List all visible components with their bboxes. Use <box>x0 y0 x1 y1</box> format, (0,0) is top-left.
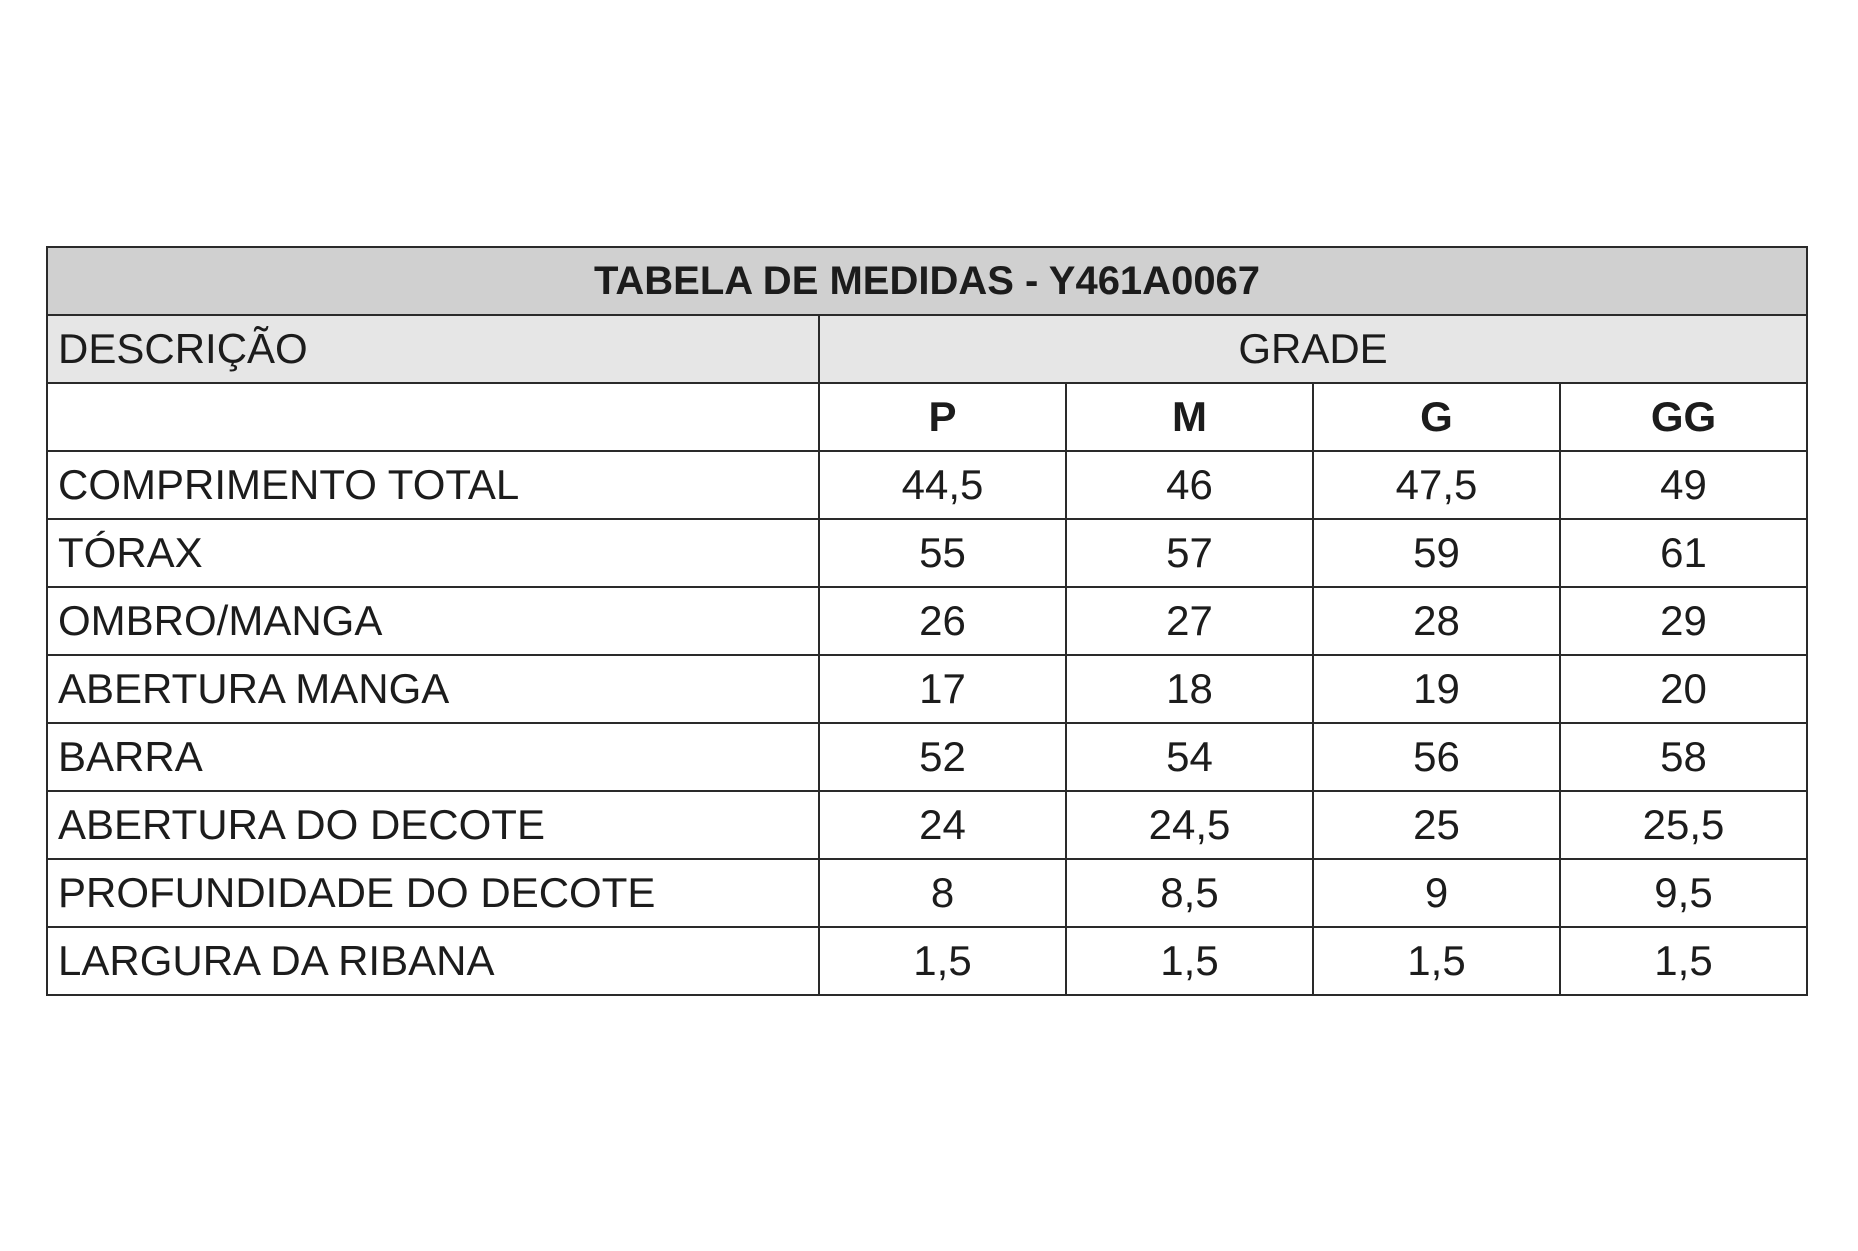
description-header: DESCRIÇÃO <box>47 315 819 383</box>
value-cell: 19 <box>1313 655 1560 723</box>
table-row <box>47 587 1807 655</box>
title-row <box>47 247 1807 315</box>
row-label: ABERTURA MANGA <box>47 655 819 723</box>
value-cell: 8,5 <box>1066 859 1313 927</box>
value-cell: 18 <box>1066 655 1313 723</box>
table-row <box>47 859 1807 927</box>
size-chart <box>46 246 1806 996</box>
value-cell: 28 <box>1313 587 1560 655</box>
table-title: TABELA DE MEDIDAS - Y461A0067 <box>47 247 1807 315</box>
row-label: COMPRIMENTO TOTAL <box>47 451 819 519</box>
value-cell: 9,5 <box>1560 859 1807 927</box>
value-cell: 56 <box>1313 723 1560 791</box>
value-cell: 26 <box>819 587 1066 655</box>
value-cell: 25,5 <box>1560 791 1807 859</box>
sizes-row <box>47 383 1807 451</box>
value-cell: 1,5 <box>1066 927 1313 995</box>
header-row <box>47 315 1807 383</box>
row-label: PROFUNDIDADE DO DECOTE <box>47 859 819 927</box>
value-cell: 1,5 <box>819 927 1066 995</box>
value-cell: 1,5 <box>1560 927 1807 995</box>
table-row <box>47 927 1807 995</box>
row-label: BARRA <box>47 723 819 791</box>
value-cell: 44,5 <box>819 451 1066 519</box>
value-cell: 9 <box>1313 859 1560 927</box>
value-cell: 17 <box>819 655 1066 723</box>
value-cell: 59 <box>1313 519 1560 587</box>
value-cell: 46 <box>1066 451 1313 519</box>
grade-header: GRADE <box>819 315 1807 383</box>
row-label: TÓRAX <box>47 519 819 587</box>
row-label: ABERTURA DO DECOTE <box>47 791 819 859</box>
value-cell: 1,5 <box>1313 927 1560 995</box>
size-gg: GG <box>1560 383 1807 451</box>
value-cell: 55 <box>819 519 1066 587</box>
size-p: P <box>819 383 1066 451</box>
value-cell: 58 <box>1560 723 1807 791</box>
value-cell: 24,5 <box>1066 791 1313 859</box>
table-row <box>47 723 1807 791</box>
value-cell: 8 <box>819 859 1066 927</box>
measurements-table <box>46 246 1808 996</box>
value-cell: 49 <box>1560 451 1807 519</box>
value-cell: 57 <box>1066 519 1313 587</box>
table-row <box>47 451 1807 519</box>
empty-cell <box>47 383 819 451</box>
value-cell: 52 <box>819 723 1066 791</box>
table-row <box>47 791 1807 859</box>
size-m: M <box>1066 383 1313 451</box>
value-cell: 61 <box>1560 519 1807 587</box>
table-row <box>47 519 1807 587</box>
value-cell: 20 <box>1560 655 1807 723</box>
row-label: LARGURA DA RIBANA <box>47 927 819 995</box>
value-cell: 29 <box>1560 587 1807 655</box>
row-label: OMBRO/MANGA <box>47 587 819 655</box>
value-cell: 54 <box>1066 723 1313 791</box>
table-row <box>47 655 1807 723</box>
size-g: G <box>1313 383 1560 451</box>
value-cell: 25 <box>1313 791 1560 859</box>
value-cell: 24 <box>819 791 1066 859</box>
value-cell: 47,5 <box>1313 451 1560 519</box>
value-cell: 27 <box>1066 587 1313 655</box>
